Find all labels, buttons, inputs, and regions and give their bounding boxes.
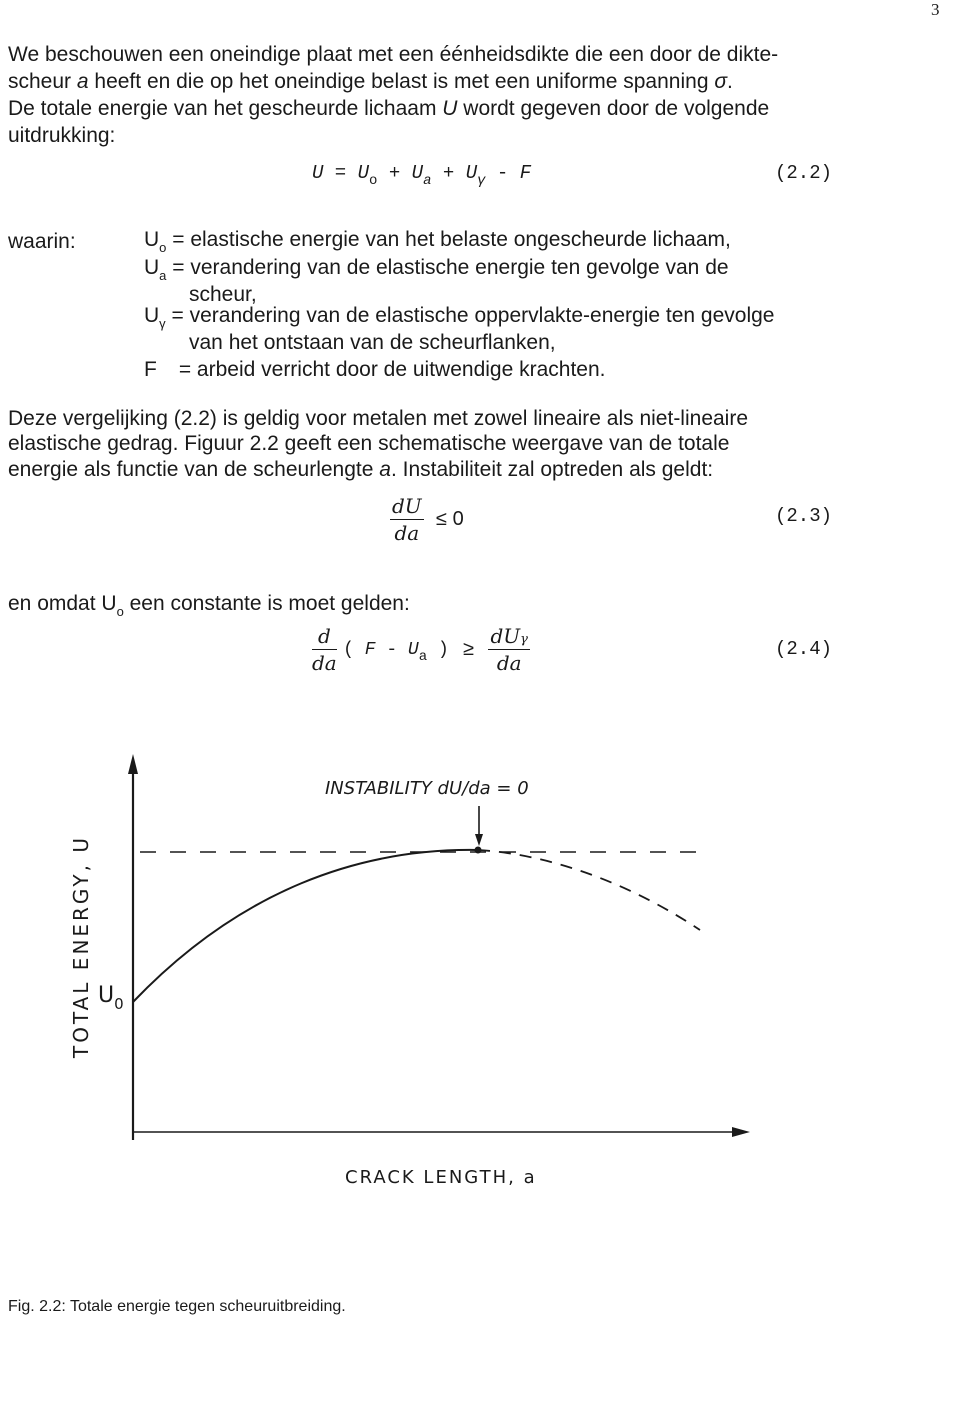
- eq23-denominator: da: [394, 521, 420, 545]
- definition-f: [144, 356, 606, 383]
- definition-u0: [144, 226, 731, 255]
- instability-arrowhead: [475, 834, 483, 846]
- para2-line-2: elastische gedrag. Figuur 2.2 geeft een schematische weergave van de totale: [8, 432, 730, 455]
- eq22-plus-2: +: [431, 162, 466, 184]
- def-u0-text: = elastische energie van het belaste ongescheurde lichaam,: [166, 228, 731, 251]
- variable-a: a: [76, 70, 89, 93]
- figure-caption: Fig. 2.2: Totale energie tegen scheuruitbreiding.: [8, 1298, 346, 1315]
- eq22-u: U: [312, 162, 324, 184]
- eq24-right-numerator: [488, 624, 529, 650]
- eq24-f: F: [364, 639, 376, 660]
- para3-text: en omdat U: [8, 592, 117, 615]
- eq24-fraction-left: [312, 624, 337, 675]
- equation-2-3: [390, 494, 464, 545]
- eq22-u0: U: [357, 162, 370, 184]
- y-axis-arrowhead: [128, 754, 138, 774]
- energy-curve-dashed: [478, 850, 700, 930]
- eq22-ugamma: U: [465, 162, 478, 184]
- u0-sub: 0: [114, 995, 124, 1013]
- x-axis-label: CRACK LENGTH, a: [345, 1167, 537, 1188]
- intro-line-3: [8, 95, 769, 122]
- definition-ugamma-cont: van het ontstaan van de scheurflanken,: [189, 331, 556, 354]
- energy-curve-solid: [133, 850, 478, 1002]
- maximum-point: [475, 847, 482, 854]
- intro-line-3-text-b: wordt gegeven door de volgende: [457, 97, 770, 120]
- def-f-symbol: F: [144, 358, 157, 381]
- u0-label: [98, 983, 124, 1013]
- eq22-sub-o: o: [369, 173, 378, 189]
- para3-text-b: een constante is moet gelden:: [123, 592, 410, 615]
- eq24-sub-gamma: γ: [520, 632, 528, 647]
- intro-line-2-end: .: [727, 70, 733, 93]
- definition-ua: [144, 254, 729, 283]
- def-ua-sub: a: [159, 268, 167, 283]
- definition-ua-cont: scheur,: [189, 283, 257, 306]
- eq24-sub-a: a: [418, 648, 428, 665]
- def-u0-sub: o: [159, 240, 167, 255]
- def-ua-text: = verandering van de elastische energie ten gevolge van de: [166, 256, 729, 279]
- page-number: 3: [931, 0, 940, 19]
- variable-sigma: σ: [714, 70, 727, 93]
- eq24-relation: ≥: [463, 638, 475, 660]
- instability-annotation: INSTABILITY dU/da = 0: [325, 778, 529, 799]
- eq24-numerator: d: [312, 624, 337, 650]
- eq24-minus: -: [375, 639, 408, 660]
- eq23-relation: ≤ 0: [436, 508, 464, 530]
- para2-line-3-text: energie als functie van de scheurlengte: [8, 458, 380, 481]
- intro-line-2-text-b: heeft en die op het oneindige belast is met een uniforme spanning: [88, 70, 715, 93]
- eq22-f: F: [519, 162, 532, 184]
- definitions-label: waarin:: [8, 230, 76, 253]
- def-ugamma-symbol: U: [144, 304, 160, 327]
- eq24-close: ): [427, 639, 449, 660]
- eq22-minus: -: [485, 162, 520, 184]
- variable-u: U: [442, 97, 458, 120]
- intro-line-2-text: scheur: [8, 70, 77, 93]
- def-ua-symbol: U: [144, 256, 160, 279]
- equation-2-2-label: (2.2): [775, 162, 833, 184]
- equation-2-2: [312, 162, 532, 189]
- para2-line-1: Deze vergelijking (2.2) is geldig voor metalen met zowel lineaire als niet-lineaire: [8, 407, 749, 430]
- intro-line-3-text: De totale energie van het gescheurde lichaam: [8, 97, 443, 120]
- eq22-equals: =: [323, 162, 358, 184]
- eq24-u: U: [407, 639, 419, 660]
- eq22-sub-gamma: γ: [477, 173, 486, 189]
- equation-2-4-label: (2.4): [775, 638, 833, 660]
- y-axis-label: TOTAL ENERGY, U: [69, 834, 93, 1058]
- para3-sub: o: [116, 604, 124, 619]
- intro-line-4: uitdrukking:: [8, 124, 116, 147]
- def-ugamma-text: = verandering van de elastische oppervlakte-energie ten gevolge: [165, 304, 775, 327]
- energy-crack-length-figure: [0, 740, 960, 1220]
- intro-line-2: [8, 68, 733, 95]
- eq23-fraction: [390, 494, 424, 545]
- eq24-bracket-expr: [343, 639, 449, 665]
- def-u0-symbol: U: [144, 228, 160, 251]
- eq24-du: dU: [490, 624, 521, 648]
- para2-line-3-text-b: . Instabiliteit zal optreden als geldt:: [390, 458, 714, 481]
- para3: [8, 590, 410, 619]
- def-f-text: = arbeid verricht door de uitwendige krachten.: [178, 358, 606, 381]
- equation-2-4: [312, 624, 530, 675]
- equation-2-3-label: (2.3): [775, 505, 833, 527]
- def-ugamma-sub: γ: [159, 316, 166, 331]
- eq22-sub-a: a: [423, 173, 432, 189]
- eq22-plus-1: +: [377, 162, 412, 184]
- eq23-numerator: dU: [392, 494, 422, 518]
- variable-a: a: [379, 458, 391, 481]
- eq24-fraction-right: [488, 624, 529, 675]
- eq24-denominator: da: [312, 651, 337, 675]
- intro-line-1: We beschouwen een oneindige plaat met een éénheidsdikte die een door de dikte-: [8, 43, 779, 66]
- eq24-open: (: [343, 639, 365, 660]
- eq22-ua: U: [411, 162, 424, 184]
- para2-line-3: [8, 456, 713, 483]
- definition-ugamma: [144, 302, 775, 331]
- x-axis-arrowhead: [732, 1127, 750, 1137]
- eq24-right-denominator: da: [496, 651, 522, 675]
- u0-symbol: U: [98, 983, 115, 1008]
